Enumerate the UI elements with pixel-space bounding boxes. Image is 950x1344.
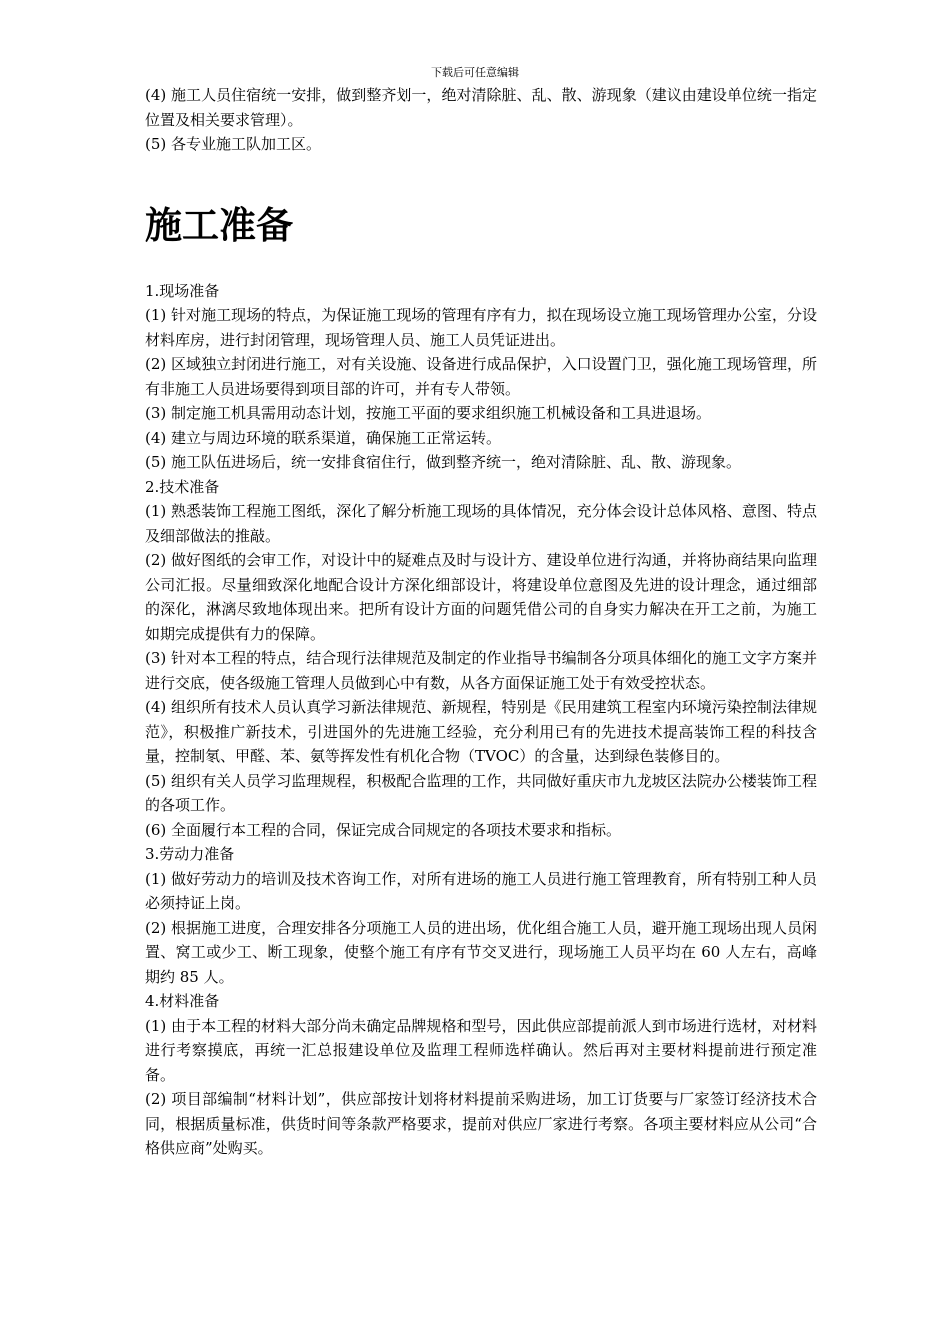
section-title: 2.技术准备 [145,477,220,496]
paragraph: (5) 施工队伍进场后，统一安排食宿住行，做到整齐统一，绝对清除脏、乱、散、游现象。 [145,453,742,471]
paragraph: (4) 施工人员住宿统一安排，做到整齐划一，绝对清除脏、乱、散、游现象（建议由建设单位统一指定位置及相关要求管理）。 [145,86,817,129]
paragraph: (3) 制定施工机具需用动态计划，按施工平面的要求组织施工机械设备和工具进退场。 [145,404,712,422]
paragraph: (1) 做好劳动力的培训及技术咨询工作，对所有进场的施工人员进行施工管理教育，所有特别工种人员必须持证上岗。 [145,869,817,912]
page-title: 施工准备 [145,202,293,247]
paragraph: (2) 做好图纸的会审工作，对设计中的疑难点及时与设计方、建设单位进行沟通，并将协商结果向监理公司汇报。尽量细致深化地配合设计方深化细部设计，将建设单位意图及先进的设计理念，通过细部的深化，淋漓尽致地体现出来。把所有设计方面的问题凭借公司的自身实力解决在开工之前，为施工如期完成提供有力的保障。 [145,551,817,643]
paragraph: (1) 熟悉装饰工程施工图纸，深化了解分析施工现场的具体情况，充分体会设计总体风格、意图、特点及细部做法的推敲。 [145,502,817,545]
section-title: 4.材料准备 [145,992,220,1010]
paragraph: (2) 根据施工进度，合理安排各分项施工人员的进出场，优化组合施工人员，避开施工现场出现人员闲置、窝工或少工、断工现象，使整个施工有序有节交叉进行，现场施工人员平均在 60 人左右，高峰期约 85 人。 [145,918,817,986]
paragraph: (5) 各专业施工队加工区。 [145,135,322,153]
paragraph: (4) 建立与周边环境的联系渠道，确保施工正常运转。 [145,428,502,447]
paragraph: (3) 针对本工程的特点，结合现行法律规范及制定的作业指导书编制各分项具体细化的施工文字方案并进行交底，使各级施工管理人员做到心中有数，从各方面保证施工处于有效受控状态。 [145,649,817,692]
paragraph: (2) 区域独立封闭进行施工，对有关设施、设备进行成品保护，入口设置门卫，强化施工现场管理，所有非施工人员进场要得到项目部的许可，并有专人带领。 [145,355,817,398]
paragraph: (4) 组织所有技术人员认真学习新法律规范、新规程，特别是《民用建筑工程室内环境污染控制法律规范》，积极推广新技术，引进国外的先进施工经验，充分利用已有的先进技术提高装饰工程的科技含量，控制氡、甲醛、苯、氨等挥发性有机化合物（TVOC）的含量，达到绿色装修目的。 [145,698,817,765]
paragraph: (6) 全面履行本工程的合同，保证完成合同规定的各项技术要求和指标。 [145,820,622,839]
section-title: 1.现场准备 [145,281,220,300]
document-body [145,83,817,1161]
section-title: 3.劳动力准备 [145,845,235,863]
paragraph: (5) 组织有关人员学习监理规程，积极配合监理的工作，共同做好重庆市九龙坡区法院办公楼装饰工程的各项工作。 [145,771,817,814]
paragraph: (2) 项目部编制“材料计划”，供应部按计划将材料提前采购进场，加工订货要与厂家签订经济技术合同，根据质量标准，供货时间等条款严格要求，提前对供应厂家进行考察。各项主要材料应从公司“合格供应商”处购买。 [145,1090,817,1157]
paragraph: (1) 由于本工程的材料大部分尚未确定品牌规格和型号，因此供应部提前派人到市场进行选材，对材料进行考察摸底，再统一汇总报建设单位及监理工程师选样确认。然后再对主要材料提前进行预定准备。 [145,1016,817,1084]
paragraph: (1) 针对施工现场的特点，为保证施工现场的管理有序有力，拟在现场设立施工现场管理办公室，分设材料库房，进行封闭管理，现场管理人员、施工人员凭证进出。 [145,306,817,349]
page-header: 下载后可任意编辑 [431,66,519,79]
